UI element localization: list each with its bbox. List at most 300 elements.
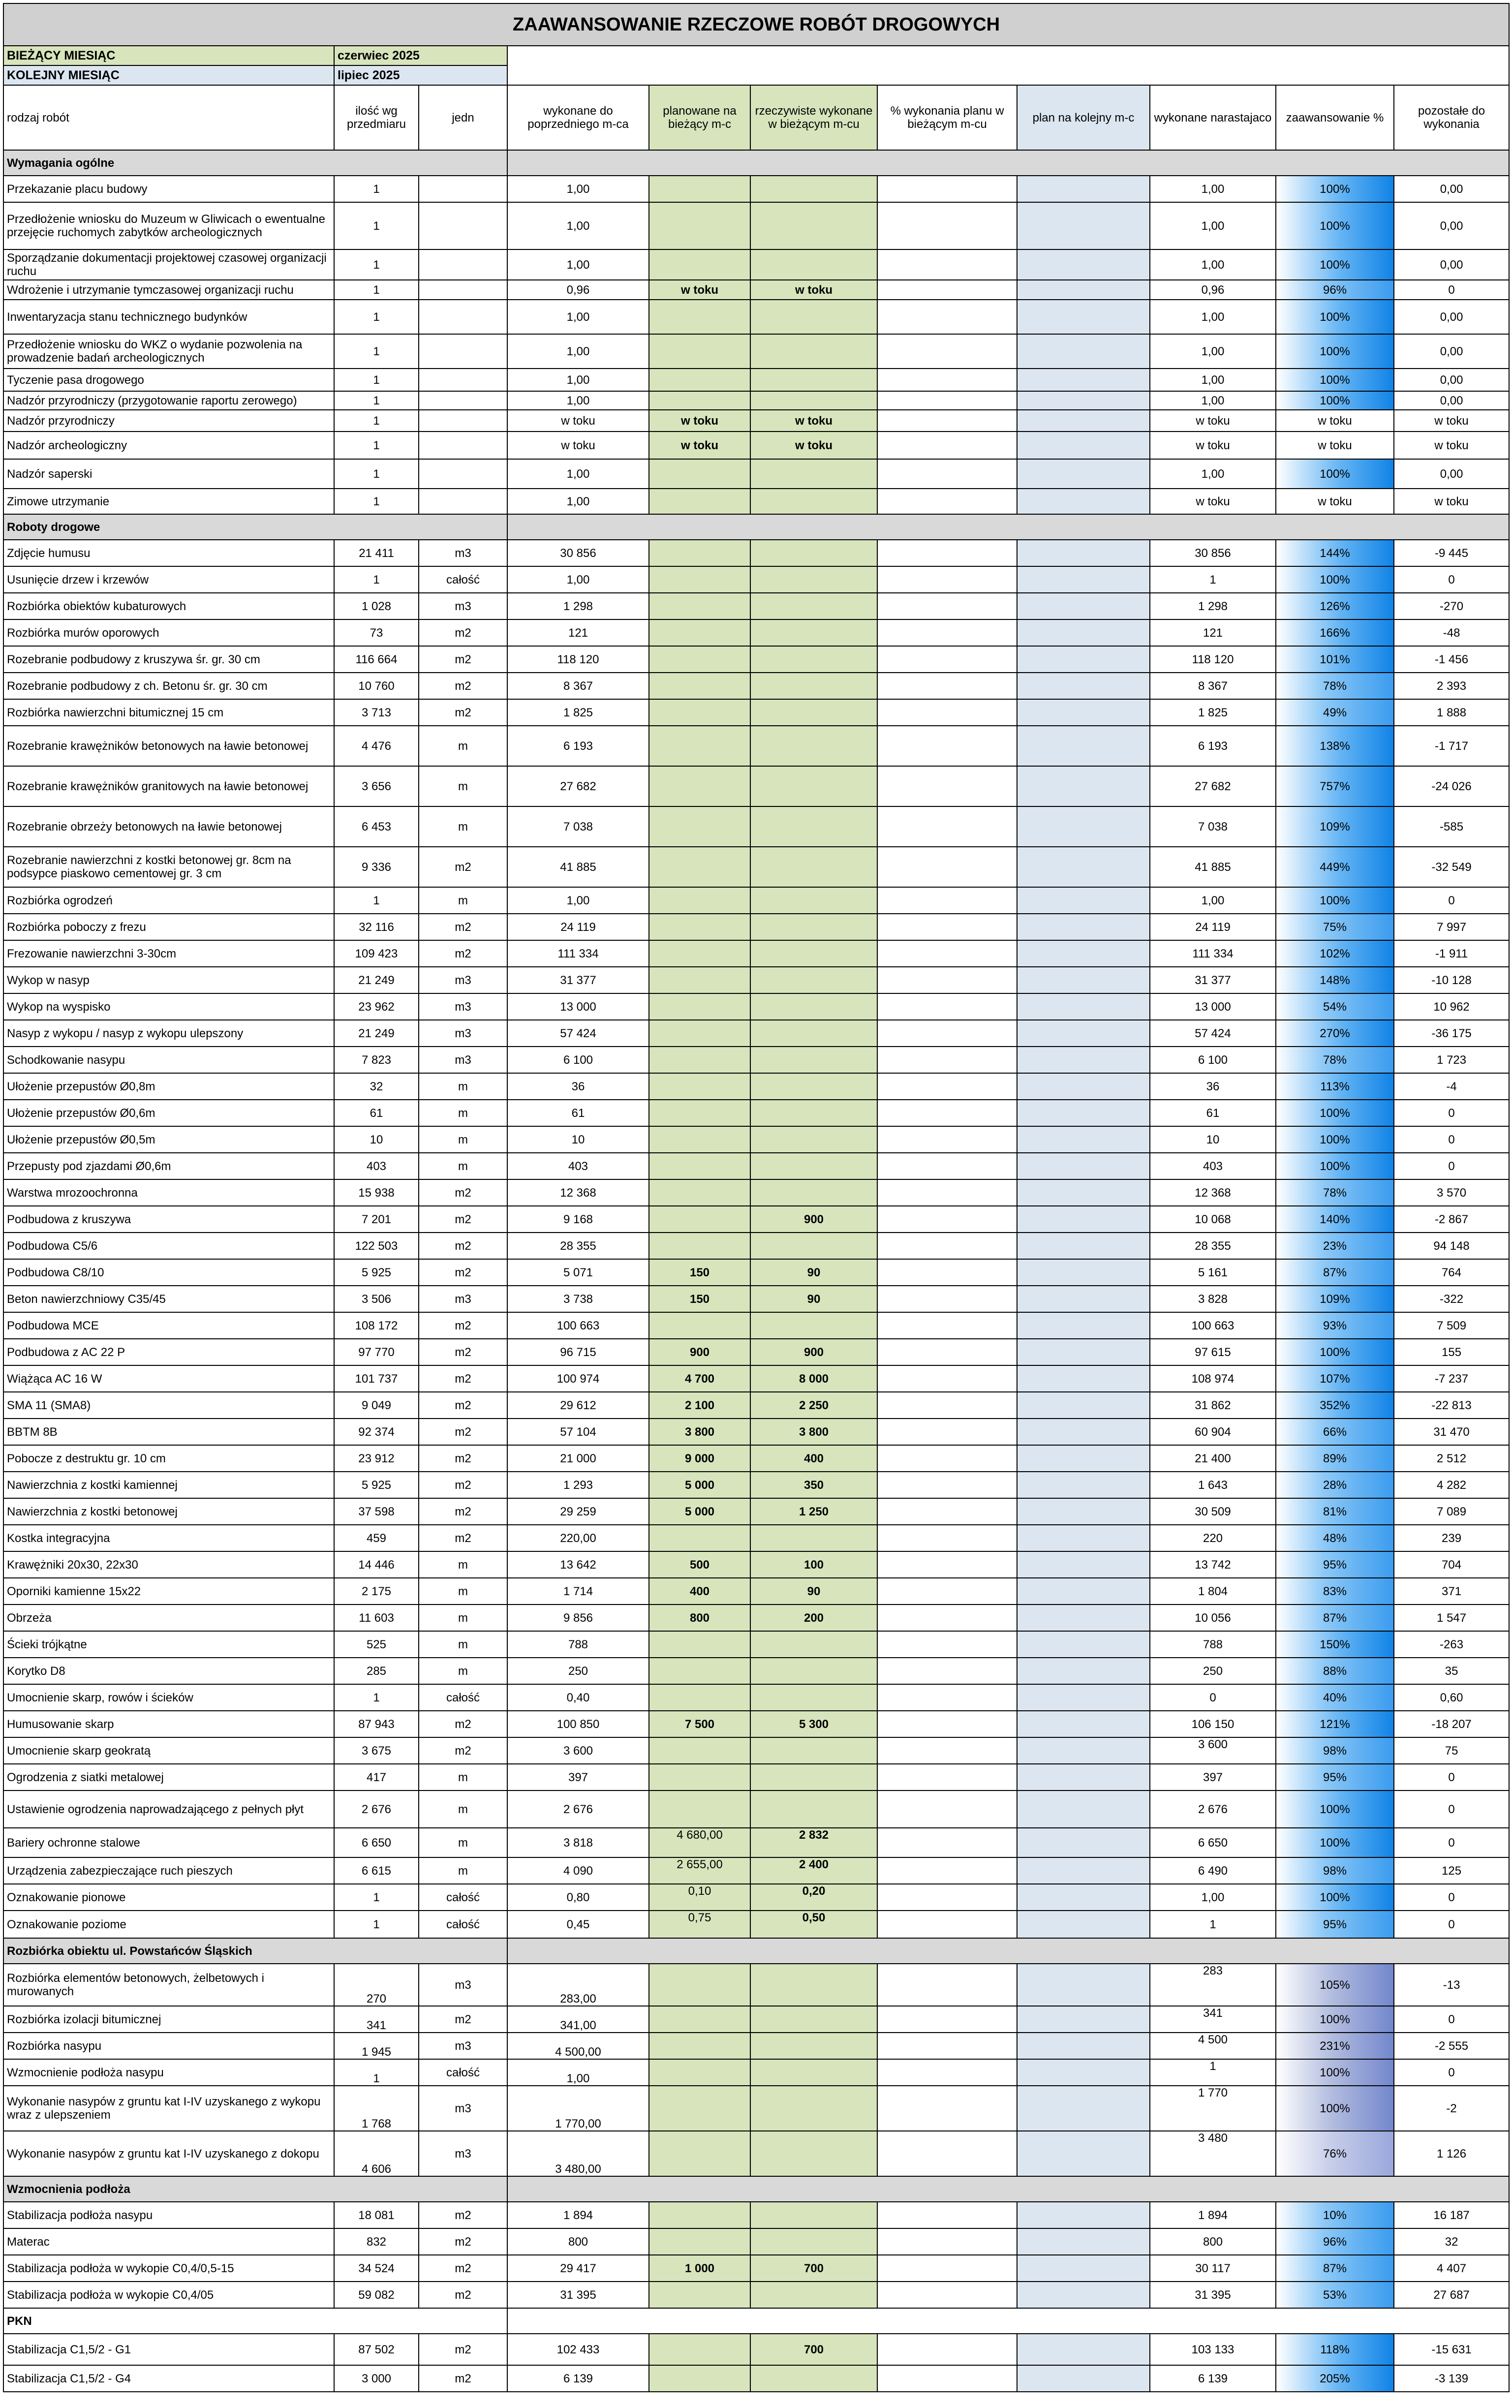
cell-wyk-prev[interactable]: 118 120 <box>507 646 649 673</box>
cell-wyk-nar[interactable]: 1 <box>1150 2059 1276 2086</box>
cell-pozost[interactable]: -1 717 <box>1394 726 1509 766</box>
cell-ilosc[interactable]: 1 <box>334 280 419 300</box>
cell-wyk-nar[interactable]: 1,00 <box>1150 459 1276 489</box>
cell-pct-plan[interactable] <box>877 280 1017 300</box>
cell-pozost[interactable]: -2 555 <box>1394 2033 1509 2059</box>
cell-plan[interactable]: 4 700 <box>649 1365 750 1392</box>
cell-pct-plan[interactable] <box>877 2228 1017 2255</box>
cell-rodzaj[interactable]: Wiążąca AC 16 W <box>3 1365 334 1392</box>
cell-zaaw[interactable]: 118% <box>1276 2334 1394 2365</box>
cell-wyk-nar[interactable]: 283 <box>1150 1964 1276 2006</box>
cell-rodzaj[interactable]: SMA 11 (SMA8) <box>3 1392 334 1419</box>
cell-wyk-nar[interactable]: 1,00 <box>1150 300 1276 334</box>
cell-jedn[interactable]: m <box>419 1764 507 1791</box>
cell-ilosc[interactable]: 1 <box>334 459 419 489</box>
cell-rzecz[interactable]: 0,50 <box>750 1911 877 1938</box>
cell-rzecz[interactable]: 2 832 <box>750 1828 877 1857</box>
cell-ilosc[interactable]: 14 446 <box>334 1551 419 1578</box>
cell-plan-next[interactable] <box>1017 2255 1150 2282</box>
cell-jedn[interactable] <box>419 369 507 391</box>
cell-ilosc[interactable]: 32 116 <box>334 914 419 940</box>
cell-pozost[interactable]: 704 <box>1394 1551 1509 1578</box>
cell-pozost[interactable]: 0 <box>1394 1100 1509 1126</box>
cell-ilosc[interactable]: 10 <box>334 1126 419 1153</box>
cell-ilosc[interactable]: 7 823 <box>334 1047 419 1073</box>
cell-jedn[interactable]: m <box>419 1551 507 1578</box>
cell-wyk-prev[interactable]: 220,00 <box>507 1525 649 1551</box>
cell-pozost[interactable]: -15 631 <box>1394 2334 1509 2365</box>
cell-rodzaj[interactable]: Rozebranie krawężników granitowych na ławie betonowej <box>3 766 334 806</box>
cell-ilosc[interactable]: 832 <box>334 2228 419 2255</box>
cell-rodzaj[interactable]: Nawierzchnia z kostki betonowej <box>3 1498 334 1525</box>
cell-wyk-prev[interactable]: 12 368 <box>507 1179 649 1206</box>
cell-jedn[interactable]: całość <box>419 566 507 593</box>
cell-wyk-nar[interactable]: 1,00 <box>1150 391 1276 410</box>
cell-zaaw[interactable]: 757% <box>1276 766 1394 806</box>
cell-pozost[interactable]: -270 <box>1394 593 1509 619</box>
cell-pozost[interactable]: 0 <box>1394 1884 1509 1911</box>
cell-zaaw[interactable]: 87% <box>1276 1259 1394 1286</box>
cell-plan-next[interactable] <box>1017 2228 1150 2255</box>
cell-zaaw[interactable]: 78% <box>1276 1179 1394 1206</box>
cell-ilosc[interactable]: 15 938 <box>334 1179 419 1206</box>
cell-rzecz[interactable]: 900 <box>750 1206 877 1233</box>
cell-rzecz[interactable]: 1 250 <box>750 1498 877 1525</box>
cell-ilosc[interactable]: 1 <box>334 391 419 410</box>
cell-wyk-prev[interactable]: 29 259 <box>507 1498 649 1525</box>
cell-wyk-prev[interactable]: 1,00 <box>507 202 649 249</box>
cell-plan-next[interactable] <box>1017 593 1150 619</box>
cell-ilosc[interactable]: 9 336 <box>334 847 419 887</box>
cell-plan[interactable] <box>649 300 750 334</box>
cell-rodzaj[interactable]: Oznakowanie pionowe <box>3 1884 334 1911</box>
cell-wyk-nar[interactable]: 28 355 <box>1150 1233 1276 1259</box>
cell-pct-plan[interactable] <box>877 391 1017 410</box>
cell-wyk-prev[interactable]: 102 433 <box>507 2334 649 2365</box>
current-month-value[interactable]: czerwiec 2025 <box>334 46 507 65</box>
cell-jedn[interactable]: m2 <box>419 673 507 699</box>
cell-jedn[interactable]: m2 <box>419 1233 507 1259</box>
cell-jedn[interactable]: m <box>419 1153 507 1179</box>
cell-wyk-prev[interactable]: 3 738 <box>507 1286 649 1312</box>
cell-zaaw[interactable]: 93% <box>1276 1312 1394 1339</box>
cell-zaaw[interactable]: 100% <box>1276 1153 1394 1179</box>
cell-pozost[interactable]: 1 126 <box>1394 2131 1509 2176</box>
cell-zaaw[interactable]: 100% <box>1276 391 1394 410</box>
cell-wyk-nar[interactable]: 7 038 <box>1150 806 1276 847</box>
cell-pct-plan[interactable] <box>877 914 1017 940</box>
cell-rodzaj[interactable]: Ułożenie przepustów Ø0,5m <box>3 1126 334 1153</box>
cell-plan[interactable] <box>649 2086 750 2131</box>
cell-pct-plan[interactable] <box>877 2255 1017 2282</box>
cell-rzecz[interactable] <box>750 2086 877 2131</box>
cell-plan-next[interactable] <box>1017 806 1150 847</box>
cell-ilosc[interactable]: 1 945 <box>334 2033 419 2059</box>
cell-rodzaj[interactable]: Humusowanie skarp <box>3 1711 334 1737</box>
cell-jedn[interactable]: całość <box>419 1884 507 1911</box>
cell-rzecz[interactable] <box>750 593 877 619</box>
cell-pozost[interactable]: 7 509 <box>1394 1312 1509 1339</box>
cell-pozost[interactable]: -36 175 <box>1394 1020 1509 1047</box>
cell-wyk-prev[interactable]: 96 715 <box>507 1339 649 1365</box>
cell-rzecz[interactable]: 90 <box>750 1578 877 1605</box>
cell-plan[interactable] <box>649 1126 750 1153</box>
cell-wyk-prev[interactable]: 100 663 <box>507 1312 649 1339</box>
cell-wyk-nar[interactable]: 0 <box>1150 1684 1276 1711</box>
cell-wyk-nar[interactable]: 103 133 <box>1150 2334 1276 2365</box>
cell-pozost[interactable]: 94 148 <box>1394 1233 1509 1259</box>
next-month-value[interactable]: lipiec 2025 <box>334 65 507 85</box>
cell-wyk-prev[interactable]: 1,00 <box>507 300 649 334</box>
cell-pct-plan[interactable] <box>877 2202 1017 2228</box>
cell-rzecz[interactable] <box>750 1020 877 1047</box>
cell-wyk-prev[interactable]: 29 417 <box>507 2255 649 2282</box>
cell-pozost[interactable]: 0,00 <box>1394 391 1509 410</box>
cell-jedn[interactable]: m <box>419 1073 507 1100</box>
cell-rodzaj[interactable]: Stabilizacja C1,5/2 - G4 <box>3 2365 334 2392</box>
cell-rzecz[interactable] <box>750 993 877 1020</box>
cell-zaaw[interactable]: 100% <box>1276 300 1394 334</box>
cell-plan-next[interactable] <box>1017 1445 1150 1472</box>
cell-rzecz[interactable] <box>750 1126 877 1153</box>
cell-rzecz[interactable] <box>750 619 877 646</box>
cell-plan-next[interactable] <box>1017 2033 1150 2059</box>
cell-zaaw[interactable]: 40% <box>1276 1684 1394 1711</box>
cell-jedn[interactable]: całość <box>419 2059 507 2086</box>
cell-pct-plan[interactable] <box>877 369 1017 391</box>
cell-plan[interactable]: 3 800 <box>649 1419 750 1445</box>
cell-plan-next[interactable] <box>1017 1392 1150 1419</box>
cell-pozost[interactable]: -322 <box>1394 1286 1509 1312</box>
cell-jedn[interactable] <box>419 202 507 249</box>
cell-wyk-prev[interactable]: 8 367 <box>507 673 649 699</box>
cell-wyk-prev[interactable]: 31 377 <box>507 967 649 993</box>
cell-rodzaj[interactable]: Podbudowa MCE <box>3 1312 334 1339</box>
cell-rzecz[interactable]: 700 <box>750 2255 877 2282</box>
cell-plan-next[interactable] <box>1017 1551 1150 1578</box>
cell-rodzaj[interactable]: Obrzeża <box>3 1605 334 1631</box>
cell-wyk-nar[interactable]: 800 <box>1150 2228 1276 2255</box>
cell-plan-next[interactable] <box>1017 993 1150 1020</box>
cell-jedn[interactable]: m2 <box>419 2255 507 2282</box>
cell-wyk-nar[interactable]: 10 068 <box>1150 1206 1276 1233</box>
cell-jedn[interactable] <box>419 489 507 514</box>
cell-wyk-prev[interactable]: 0,80 <box>507 1884 649 1911</box>
cell-jedn[interactable]: m2 <box>419 699 507 726</box>
cell-rodzaj[interactable]: BBTM 8B <box>3 1419 334 1445</box>
cell-zaaw[interactable]: 23% <box>1276 1233 1394 1259</box>
cell-ilosc[interactable]: 1 <box>334 566 419 593</box>
cell-jedn[interactable]: m <box>419 1100 507 1126</box>
cell-jedn[interactable]: m3 <box>419 1047 507 1073</box>
cell-pozost[interactable]: w toku <box>1394 432 1509 459</box>
cell-plan[interactable] <box>649 940 750 967</box>
cell-plan[interactable] <box>649 540 750 566</box>
cell-rodzaj[interactable]: Materac <box>3 2228 334 2255</box>
cell-rodzaj[interactable]: Wykop w nasyp <box>3 967 334 993</box>
cell-plan[interactable]: 0,75 <box>649 1911 750 1938</box>
cell-ilosc[interactable]: 1 <box>334 369 419 391</box>
cell-zaaw[interactable]: 87% <box>1276 2255 1394 2282</box>
cell-rodzaj[interactable]: Przepusty pod zjazdami Ø0,6m <box>3 1153 334 1179</box>
cell-zaaw[interactable]: 81% <box>1276 1498 1394 1525</box>
cell-wyk-prev[interactable]: 1,00 <box>507 459 649 489</box>
cell-wyk-nar[interactable]: 61 <box>1150 1100 1276 1126</box>
cell-wyk-prev[interactable]: 1,00 <box>507 489 649 514</box>
cell-rzecz[interactable] <box>750 1658 877 1684</box>
cell-wyk-nar[interactable]: 341 <box>1150 2006 1276 2033</box>
cell-wyk-nar[interactable]: 6 193 <box>1150 726 1276 766</box>
cell-plan-next[interactable] <box>1017 699 1150 726</box>
cell-jedn[interactable]: m <box>419 1828 507 1857</box>
cell-wyk-prev[interactable]: 250 <box>507 1658 649 1684</box>
cell-rzecz[interactable] <box>750 489 877 514</box>
cell-pozost[interactable]: 35 <box>1394 1658 1509 1684</box>
cell-jedn[interactable]: m <box>419 1578 507 1605</box>
cell-rzecz[interactable]: 0,20 <box>750 1884 877 1911</box>
cell-pozost[interactable]: -10 128 <box>1394 967 1509 993</box>
cell-wyk-nar[interactable]: 108 974 <box>1150 1365 1276 1392</box>
cell-zaaw[interactable]: 66% <box>1276 1419 1394 1445</box>
cell-rodzaj[interactable]: Tyczenie pasa drogowego <box>3 369 334 391</box>
cell-pct-plan[interactable] <box>877 1073 1017 1100</box>
cell-plan-next[interactable] <box>1017 1259 1150 1286</box>
cell-wyk-prev[interactable]: 9 856 <box>507 1605 649 1631</box>
cell-plan-next[interactable] <box>1017 673 1150 699</box>
cell-plan-next[interactable] <box>1017 940 1150 967</box>
cell-plan-next[interactable] <box>1017 914 1150 940</box>
cell-jedn[interactable] <box>419 410 507 432</box>
cell-jedn[interactable]: m <box>419 726 507 766</box>
cell-zaaw[interactable]: 144% <box>1276 540 1394 566</box>
cell-pct-plan[interactable] <box>877 1047 1017 1073</box>
cell-plan-next[interactable] <box>1017 334 1150 369</box>
cell-zaaw[interactable]: w toku <box>1276 410 1394 432</box>
cell-wyk-prev[interactable]: 1,00 <box>507 566 649 593</box>
cell-rodzaj[interactable]: Wykonanie nasypów z gruntu kat I-IV uzyskanego z wykopu wraz z ulepszeniem <box>3 2086 334 2131</box>
cell-ilosc[interactable]: 7 201 <box>334 1206 419 1233</box>
cell-pct-plan[interactable] <box>877 967 1017 993</box>
cell-plan-next[interactable] <box>1017 2365 1150 2392</box>
cell-wyk-prev[interactable]: 100 850 <box>507 1711 649 1737</box>
cell-jedn[interactable] <box>419 334 507 369</box>
cell-wyk-prev[interactable]: 0,40 <box>507 1684 649 1711</box>
cell-rodzaj[interactable]: Ogrodzenia z siatki metalowej <box>3 1764 334 1791</box>
cell-pct-plan[interactable] <box>877 1578 1017 1605</box>
cell-zaaw[interactable]: 126% <box>1276 593 1394 619</box>
cell-rodzaj[interactable]: Wdrożenie i utrzymanie tymczasowej organizacji ruchu <box>3 280 334 300</box>
cell-zaaw[interactable]: w toku <box>1276 432 1394 459</box>
cell-ilosc[interactable]: 1 <box>334 334 419 369</box>
cell-plan[interactable]: 2 655,00 <box>649 1857 750 1884</box>
cell-plan-next[interactable] <box>1017 410 1150 432</box>
cell-pozost[interactable]: -1 911 <box>1394 940 1509 967</box>
cell-pozost[interactable]: 0 <box>1394 1828 1509 1857</box>
cell-wyk-nar[interactable]: 1,00 <box>1150 334 1276 369</box>
cell-wyk-nar[interactable]: 250 <box>1150 1658 1276 1684</box>
cell-plan[interactable]: 150 <box>649 1286 750 1312</box>
cell-zaaw[interactable]: 109% <box>1276 806 1394 847</box>
cell-plan-next[interactable] <box>1017 1179 1150 1206</box>
cell-ilosc[interactable]: 18 081 <box>334 2202 419 2228</box>
cell-wyk-nar[interactable]: 31 862 <box>1150 1392 1276 1419</box>
cell-plan[interactable] <box>649 887 750 914</box>
cell-wyk-nar[interactable]: 1 <box>1150 566 1276 593</box>
cell-zaaw[interactable]: 100% <box>1276 334 1394 369</box>
cell-wyk-nar[interactable]: 220 <box>1150 1525 1276 1551</box>
cell-plan-next[interactable] <box>1017 1100 1150 1126</box>
cell-pozost[interactable]: -48 <box>1394 619 1509 646</box>
cell-rodzaj[interactable]: Warstwa mrozoochronna <box>3 1179 334 1206</box>
cell-pct-plan[interactable] <box>877 1884 1017 1911</box>
cell-rodzaj[interactable]: Kostka integracyjna <box>3 1525 334 1551</box>
cell-plan[interactable]: 9 000 <box>649 1445 750 1472</box>
cell-plan[interactable] <box>649 249 750 280</box>
cell-ilosc[interactable]: 101 737 <box>334 1365 419 1392</box>
cell-plan[interactable] <box>649 726 750 766</box>
cell-ilosc[interactable]: 285 <box>334 1658 419 1684</box>
cell-wyk-prev[interactable]: 5 071 <box>507 1259 649 1286</box>
cell-pozost[interactable]: -263 <box>1394 1631 1509 1658</box>
cell-wyk-prev[interactable]: 0,45 <box>507 1911 649 1938</box>
cell-pct-plan[interactable] <box>877 1153 1017 1179</box>
cell-plan-next[interactable] <box>1017 1525 1150 1551</box>
cell-ilosc[interactable]: 403 <box>334 1153 419 1179</box>
cell-plan-next[interactable] <box>1017 1711 1150 1737</box>
cell-ilosc[interactable]: 10 760 <box>334 673 419 699</box>
cell-pozost[interactable]: -3 139 <box>1394 2365 1509 2392</box>
cell-wyk-nar[interactable]: 27 682 <box>1150 766 1276 806</box>
cell-pozost[interactable]: w toku <box>1394 489 1509 514</box>
cell-plan-next[interactable] <box>1017 2086 1150 2131</box>
cell-zaaw[interactable]: 96% <box>1276 280 1394 300</box>
cell-pct-plan[interactable] <box>877 1791 1017 1828</box>
cell-wyk-nar[interactable]: 2 676 <box>1150 1791 1276 1828</box>
cell-wyk-nar[interactable]: 403 <box>1150 1153 1276 1179</box>
cell-jedn[interactable]: m <box>419 1857 507 1884</box>
cell-ilosc[interactable]: 21 249 <box>334 1020 419 1047</box>
cell-zaaw[interactable]: 100% <box>1276 2006 1394 2033</box>
cell-ilosc[interactable]: 34 524 <box>334 2255 419 2282</box>
cell-plan-next[interactable] <box>1017 2006 1150 2033</box>
cell-ilosc[interactable]: 59 082 <box>334 2282 419 2308</box>
cell-zaaw[interactable]: 100% <box>1276 887 1394 914</box>
cell-plan[interactable] <box>649 2334 750 2365</box>
cell-zaaw[interactable]: 100% <box>1276 1339 1394 1365</box>
cell-wyk-nar[interactable]: 111 334 <box>1150 940 1276 967</box>
cell-pct-plan[interactable] <box>877 1339 1017 1365</box>
cell-zaaw[interactable]: 89% <box>1276 1445 1394 1472</box>
cell-zaaw[interactable]: 95% <box>1276 1764 1394 1791</box>
cell-pozost[interactable]: 32 <box>1394 2228 1509 2255</box>
cell-rodzaj[interactable]: Nadzór przyrodniczy (przygotowanie raportu zerowego) <box>3 391 334 410</box>
cell-zaaw[interactable]: 87% <box>1276 1605 1394 1631</box>
cell-rodzaj[interactable]: Rozbiórka nasypu <box>3 2033 334 2059</box>
cell-ilosc[interactable]: 87 943 <box>334 1711 419 1737</box>
cell-plan[interactable] <box>649 2202 750 2228</box>
cell-wyk-prev[interactable]: 61 <box>507 1100 649 1126</box>
cell-pct-plan[interactable] <box>877 1312 1017 1339</box>
cell-plan[interactable] <box>649 673 750 699</box>
cell-plan[interactable] <box>649 766 750 806</box>
cell-pct-plan[interactable] <box>877 1126 1017 1153</box>
cell-rodzaj[interactable]: Rozbiórka nawierzchni bitumicznej 15 cm <box>3 699 334 726</box>
cell-pozost[interactable]: 0,60 <box>1394 1684 1509 1711</box>
cell-pct-plan[interactable] <box>877 1737 1017 1764</box>
cell-jedn[interactable]: m2 <box>419 914 507 940</box>
cell-rodzaj[interactable]: Rozbiórka poboczy z frezu <box>3 914 334 940</box>
cell-wyk-prev[interactable]: w toku <box>507 432 649 459</box>
cell-pct-plan[interactable] <box>877 887 1017 914</box>
cell-rzecz[interactable] <box>750 2228 877 2255</box>
cell-pozost[interactable]: -24 026 <box>1394 766 1509 806</box>
cell-rzecz[interactable]: 90 <box>750 1259 877 1286</box>
cell-wyk-prev[interactable]: 121 <box>507 619 649 646</box>
cell-wyk-prev[interactable]: 111 334 <box>507 940 649 967</box>
cell-pct-plan[interactable] <box>877 540 1017 566</box>
cell-wyk-nar[interactable]: 1 804 <box>1150 1578 1276 1605</box>
cell-ilosc[interactable]: 1 <box>334 300 419 334</box>
cell-zaaw[interactable]: 109% <box>1276 1286 1394 1312</box>
cell-pozost[interactable]: 27 687 <box>1394 2282 1509 2308</box>
cell-zaaw[interactable]: 100% <box>1276 566 1394 593</box>
cell-plan-next[interactable] <box>1017 459 1150 489</box>
cell-plan-next[interactable] <box>1017 766 1150 806</box>
cell-jedn[interactable]: m2 <box>419 2006 507 2033</box>
cell-zaaw[interactable]: 100% <box>1276 202 1394 249</box>
cell-pct-plan[interactable] <box>877 940 1017 967</box>
cell-wyk-prev[interactable]: 1,00 <box>507 391 649 410</box>
cell-rodzaj[interactable]: Oporniki kamienne 15x22 <box>3 1578 334 1605</box>
cell-rodzaj[interactable]: Urządzenia zabezpieczające ruch pieszych <box>3 1857 334 1884</box>
cell-wyk-prev[interactable]: 1,00 <box>507 369 649 391</box>
cell-plan-next[interactable] <box>1017 1911 1150 1938</box>
cell-rzecz[interactable] <box>750 1631 877 1658</box>
cell-wyk-nar[interactable]: 121 <box>1150 619 1276 646</box>
cell-ilosc[interactable]: 270 <box>334 1964 419 2006</box>
cell-plan-next[interactable] <box>1017 646 1150 673</box>
cell-pct-plan[interactable] <box>877 202 1017 249</box>
cell-jedn[interactable]: m2 <box>419 619 507 646</box>
cell-wyk-nar[interactable]: 1 770 <box>1150 2086 1276 2131</box>
cell-jedn[interactable]: m3 <box>419 2131 507 2176</box>
cell-pct-plan[interactable] <box>877 699 1017 726</box>
cell-plan[interactable]: 2 100 <box>649 1392 750 1419</box>
cell-ilosc[interactable]: 4 476 <box>334 726 419 766</box>
cell-zaaw[interactable]: 83% <box>1276 1578 1394 1605</box>
cell-wyk-nar[interactable]: 1,00 <box>1150 176 1276 202</box>
cell-ilosc[interactable]: 6 615 <box>334 1857 419 1884</box>
cell-ilosc[interactable]: 5 925 <box>334 1472 419 1498</box>
cell-rzecz[interactable] <box>750 766 877 806</box>
cell-rzecz[interactable] <box>750 300 877 334</box>
cell-plan[interactable] <box>649 847 750 887</box>
cell-rzecz[interactable]: 5 300 <box>750 1711 877 1737</box>
cell-plan-next[interactable] <box>1017 300 1150 334</box>
cell-ilosc[interactable]: 32 <box>334 1073 419 1100</box>
cell-rzecz[interactable]: 90 <box>750 1286 877 1312</box>
cell-wyk-prev[interactable]: 21 000 <box>507 1445 649 1472</box>
cell-zaaw[interactable]: 28% <box>1276 1472 1394 1498</box>
cell-rodzaj[interactable]: Przedłożenie wniosku do WKZ o wydanie pozwolenia na prowadzenie badań archeologicznych <box>3 334 334 369</box>
cell-jedn[interactable] <box>419 249 507 280</box>
cell-plan[interactable] <box>649 459 750 489</box>
cell-plan-next[interactable] <box>1017 1365 1150 1392</box>
cell-rzecz[interactable]: 350 <box>750 1472 877 1498</box>
cell-plan-next[interactable] <box>1017 1073 1150 1100</box>
cell-zaaw[interactable]: 10% <box>1276 2202 1394 2228</box>
cell-ilosc[interactable]: 73 <box>334 619 419 646</box>
